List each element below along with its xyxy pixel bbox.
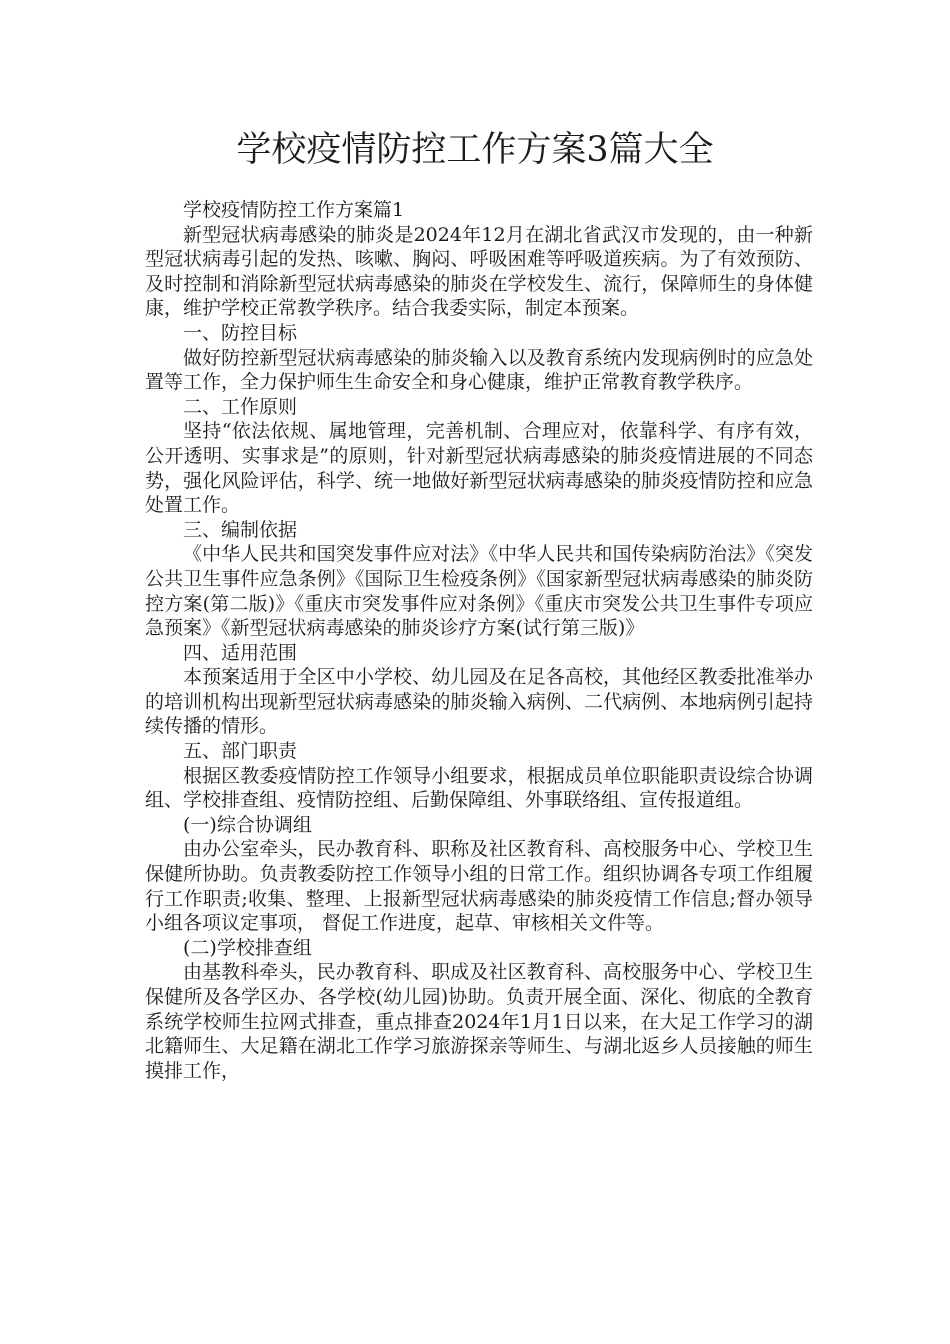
section-heading: 一、防控目标 (183, 321, 298, 344)
body-paragraph: 做好防控新型冠状病毒感染的肺炎输入以及教育系统内发现病例时的应急处置等工作，全力保护师生生命安全和身心健康，维护正常教育教学秩序。 (145, 346, 813, 394)
section-heading: 学校疫情防控工作方案篇1 (183, 199, 405, 221)
body-paragraph: 本预案适用于全区中小学校、幼儿园及在足各高校，其他经区教委批准举办的培训机构出现新型冠状病毒感染的肺炎输入病例、二代病例、本地病例引起持续传播的情形。 (145, 666, 813, 738)
body-paragraph: 《中华人民共和国突发事件应对法》《中华人民共和国传染病防治法》《突发公共卫生事件应急条例》《国际卫生检疫条例》《国家新型冠状病毒感染的肺炎防控方案(第二版)》《重庆市突发事件应对条例》《重庆市突发公共卫生事件专项应急预案》《新型冠状病毒感染的肺炎诊疗方案(试行第三版)》 (145, 543, 813, 640)
body-paragraph: 由基教科牵头，民办教育科、职成及社区教育科、高校服务中心、学校卫生保健所及各学区办、各学校(幼儿园)协助。负责开展全面、深化、彻底的全教育系统学校师生拉网式排查，重点排查2024年1月1日以来，在大足工作学习的湖北籍师生、大足籍在湖北工作学习旅游探亲等师生、与湖北返乡人员接触的师生摸排工作， (145, 961, 813, 1082)
body-paragraph: 根据区教委疫情防控工作领导小组要求，根据成员单位职能职责设综合协调组、学校排查组、疫情防控组、后勤保障组、外事联络组、宣传报道组。 (145, 764, 813, 812)
subsection-heading: (二)学校排查组 (183, 936, 312, 959)
body-paragraph: 由办公室牵头，民办教育科、职称及社区教育科、高校服务中心、学校卫生保健所协助。负责教委防控工作领导小组的日常工作。组织协调各专项工作组履行工作职责;收集、整理、上报新型冠状病毒感染的肺炎疫情工作信息;督办领导小组各项议定事项， 督促工作进度，起草、审核相关文件等。 (145, 838, 813, 935)
subsection-heading: (一)综合协调组 (183, 813, 312, 836)
document-body (145, 198, 813, 1083)
section-heading: 三、编制依据 (183, 518, 298, 541)
body-paragraph: 坚持“依法依规、属地管理，完善机制、合理应对，依靠科学、有序有效，公开透明、实事求是”的原则，针对新型冠状病毒感染的肺炎疫情进展的不同态势，强化风险评估，科学、统一地做好新型冠状病毒感染的肺炎疫情防控和应急处置工作。 (145, 420, 813, 517)
section-heading: 二、工作原则 (183, 395, 298, 418)
section-heading: 五、部门职责 (183, 740, 298, 763)
body-paragraph: 新型冠状病毒感染的肺炎是2024年12月在湖北省武汉市发现的，由一种新型冠状病毒引起的发热、咳嗽、胸闷、呼吸困难等呼吸道疾病。为了有效预防、及时控制和消除新型冠状病毒感染的肺炎在学校发生、流行，保障师生的身体健康，维护学校正常教学秩序。结合我委实际，制定本预案。 (145, 223, 813, 320)
section-heading: 四、适用范围 (183, 641, 298, 664)
document-title: 学校疫情防控工作方案3篇大全 (236, 130, 714, 170)
